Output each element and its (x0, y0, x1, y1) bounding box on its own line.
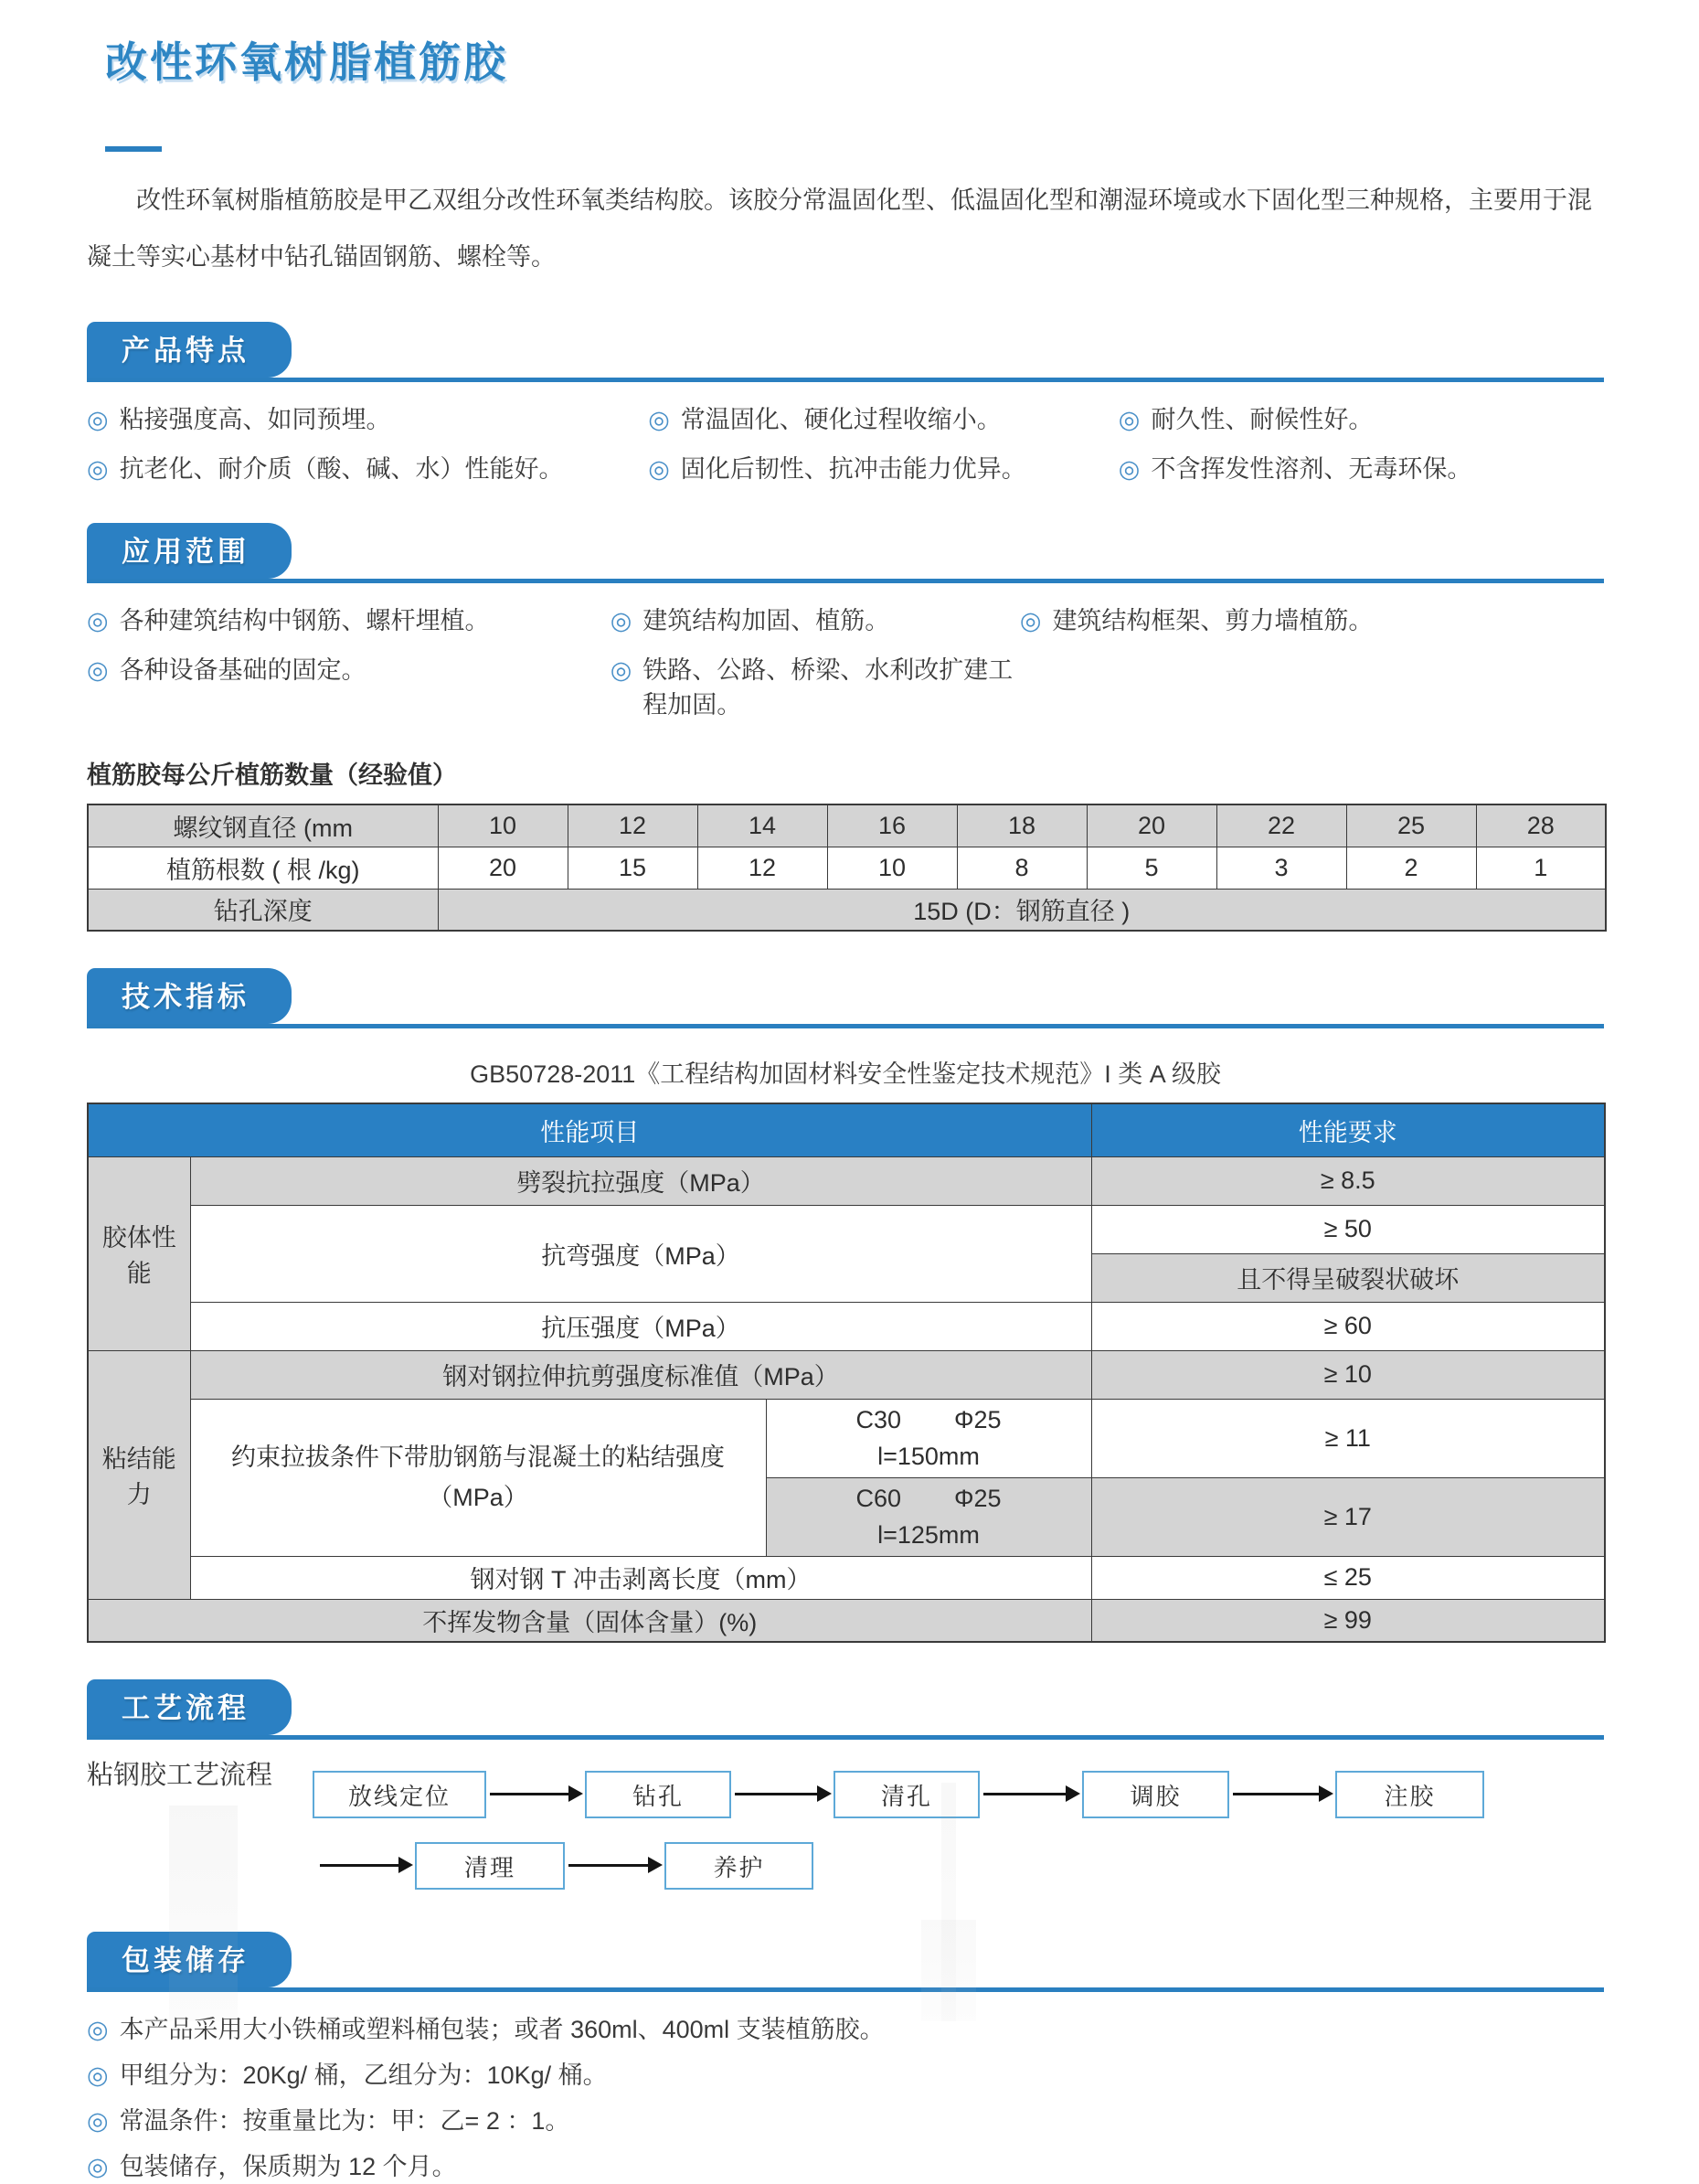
tech-table (87, 1103, 1606, 1643)
applications-heading-badge: 应用范围 (87, 523, 292, 579)
double-circle-bullet-icon: ◎ (1118, 406, 1141, 433)
table-row (88, 804, 1606, 847)
feature-item-label: 抗老化、耐介质（酸、碱、水）性能好。 (119, 455, 564, 483)
double-circle-bullet-icon: ◎ (87, 455, 109, 483)
table-row (88, 1599, 1605, 1642)
table-row (88, 1205, 1605, 1253)
flow-arrow-icon (490, 1793, 568, 1795)
requirement-cell: ≥ 8.5 (1091, 1156, 1605, 1205)
flow-step-box: 钻孔 (585, 1771, 731, 1818)
section-header-features (87, 322, 1604, 382)
title-underline (105, 146, 162, 152)
requirement-cell: ≥ 10 (1091, 1350, 1605, 1399)
concrete-grade: C60 (855, 1485, 901, 1512)
property-cell: 约束拉拔条件下带肋钢筋与混凝土的粘结强度（MPa） (190, 1399, 766, 1556)
flow-arrow-icon (568, 1864, 648, 1867)
tech-standard-note: GB50728-2011《工程结构加固材料安全性鉴定技术规范》I 类 A 级胶 (470, 1060, 1221, 1088)
feature-item (1119, 402, 1604, 437)
flow-step-box: 养护 (664, 1842, 813, 1890)
packaging-item (87, 2058, 1604, 2093)
tech-heading-badge: 技术指标 (87, 968, 292, 1024)
double-circle-bullet-icon: ◎ (87, 607, 109, 634)
feature-item-label: 固化后韧性、抗冲击能力优异。 (680, 455, 1026, 483)
double-circle-bullet-icon: ◎ (610, 607, 632, 634)
application-item (1020, 603, 1604, 638)
page-title: 改性环氧树脂植筋胶 (105, 38, 508, 86)
dosage-caption: 植筋胶每公斤植筋数量（经验值） (87, 762, 457, 789)
requirement-cell: ≥ 11 (1091, 1399, 1605, 1477)
flow-step-box: 调胶 (1082, 1771, 1229, 1818)
row-label-cell: 钻孔深度 (88, 889, 438, 931)
property-cell: 不挥发物含量（固体含量）(%) (88, 1599, 1091, 1642)
condition-cell (766, 1399, 1091, 1477)
feature-item-label: 粘接强度高、如同预埋。 (119, 406, 391, 433)
packaging-item (87, 2012, 1604, 2047)
packaging-item-label: 本产品采用大小铁桶或塑料桶包装；或者 360ml、400ml 支装植筋胶。 (119, 2016, 885, 2043)
feature-item-label: 不含挥发性溶剂、无毒环保。 (1151, 455, 1472, 483)
header-cell: 16 (827, 804, 957, 847)
property-cell: 抗压强度（MPa） (190, 1302, 1091, 1350)
table-row (88, 847, 1606, 889)
requirement-cell: 且不得呈破裂状破坏 (1091, 1253, 1605, 1302)
data-cell: 8 (957, 847, 1087, 889)
flow-step-box: 清孔 (834, 1771, 980, 1818)
table-row (88, 1399, 1605, 1477)
double-circle-bullet-icon: ◎ (648, 406, 670, 433)
concrete-grade: C30 (855, 1406, 901, 1433)
section-header-packaging (87, 1932, 1604, 1992)
property-cell: 钢对钢拉伸抗剪强度标准值（MPa） (190, 1350, 1091, 1399)
features-list (87, 402, 1604, 486)
section-header-applications (87, 523, 1604, 583)
double-circle-bullet-icon: ◎ (87, 2107, 109, 2135)
double-circle-bullet-icon: ◎ (87, 406, 109, 433)
embed-length: l=150mm (877, 1443, 980, 1470)
header-cell: 螺纹钢直径 (mm (88, 804, 438, 847)
table-row (88, 1556, 1605, 1599)
section-header-tech (87, 968, 1604, 1028)
feature-item-label: 常温固化、硬化过程收缩小。 (680, 406, 1002, 433)
application-item (87, 603, 611, 638)
data-cell: 10 (827, 847, 957, 889)
process-flowchart (87, 1751, 1604, 1908)
flow-arrow-icon (320, 1864, 398, 1867)
header-cell: 18 (957, 804, 1087, 847)
packaging-item-label: 常温条件：按重量比为：甲：乙= 2 ：1。 (119, 2107, 570, 2135)
requirement-cell: ≥ 99 (1091, 1599, 1605, 1642)
application-item-label: 各种建筑结构中钢筋、螺杆埋植。 (119, 607, 490, 634)
intro-paragraph: 改性环氧树脂植筋胶是甲乙双组分改性环氧类结构胶。该胶分常温固化型、低温固化型和潮湿环境或水下固化型三种规格，主要用于混凝土等实心基材中钻孔锚固钢筋、螺栓等。 (87, 186, 1592, 271)
double-circle-bullet-icon: ◎ (648, 455, 670, 483)
flow-subtitle: 粘钢胶工艺流程 (87, 1761, 273, 1790)
packaging-item (87, 2104, 1604, 2138)
double-circle-bullet-icon: ◎ (1019, 607, 1042, 634)
table-row (88, 1103, 1605, 1156)
property-cell: 劈裂抗拉强度（MPa） (190, 1156, 1091, 1205)
header-cell: 10 (438, 804, 568, 847)
data-cell: 12 (697, 847, 827, 889)
packaging-item-label: 甲组分为：20Kg/ 桶，乙组分为：10Kg/ 桶。 (119, 2061, 608, 2089)
flow-step-box: 注胶 (1335, 1771, 1484, 1818)
features-heading-badge: 产品特点 (87, 322, 292, 378)
data-cell: 15D (D：钢筋直径 ) (438, 889, 1606, 931)
header-cell: 性能要求 (1091, 1103, 1605, 1156)
property-cell: 钢对钢 T 冲击剥离长度（mm） (190, 1556, 1091, 1599)
table-row (88, 1156, 1605, 1205)
application-item-label: 建筑结构加固、植筋。 (642, 607, 890, 634)
rebar-diameter: Φ25 (953, 1485, 1002, 1512)
requirement-cell: ≤ 25 (1091, 1556, 1605, 1599)
flow-arrow-icon (735, 1793, 817, 1795)
table-row (88, 1302, 1605, 1350)
double-circle-bullet-icon: ◎ (87, 2153, 109, 2180)
application-item-label: 铁路、公路、桥梁、水利改扩建工程加固。 (642, 656, 1014, 719)
double-circle-bullet-icon: ◎ (610, 656, 632, 684)
feature-item (648, 402, 1119, 437)
category-cell: 粘结能力 (88, 1350, 190, 1599)
requirement-cell: ≥ 50 (1091, 1205, 1605, 1253)
double-circle-bullet-icon: ◎ (87, 2016, 109, 2043)
embed-length: l=125mm (877, 1521, 980, 1549)
data-cell: 15 (568, 847, 697, 889)
process-heading-badge: 工艺流程 (87, 1679, 292, 1735)
flow-step-box: 放线定位 (313, 1771, 486, 1818)
data-cell: 5 (1087, 847, 1216, 889)
header-cell: 22 (1216, 804, 1346, 847)
application-item-label: 各种设备基础的固定。 (119, 656, 366, 684)
packaging-item (87, 2149, 1604, 2184)
feature-item (648, 452, 1119, 486)
flow-arrow-icon (983, 1793, 1066, 1795)
header-cell: 14 (697, 804, 827, 847)
header-cell: 20 (1087, 804, 1216, 847)
double-circle-bullet-icon: ◎ (87, 2061, 109, 2089)
data-cell: 3 (1216, 847, 1346, 889)
flow-arrow-icon (1233, 1793, 1319, 1795)
packaging-list (87, 2012, 1604, 2184)
packaging-item-label: 包装储存，保质期为 12 个月。 (119, 2153, 457, 2180)
rebar-diameter: Φ25 (953, 1406, 1002, 1433)
applications-list (87, 603, 1604, 722)
table-row (88, 889, 1606, 931)
double-circle-bullet-icon: ◎ (87, 656, 109, 684)
header-cell: 12 (568, 804, 697, 847)
data-cell: 1 (1476, 847, 1606, 889)
application-item (611, 653, 1020, 722)
feature-item (87, 402, 648, 437)
category-cell: 胶体性能 (88, 1156, 190, 1350)
feature-item (1119, 452, 1604, 486)
requirement-cell: ≥ 17 (1091, 1477, 1605, 1556)
data-cell: 2 (1346, 847, 1476, 889)
application-item (611, 603, 1020, 638)
feature-item-label: 耐久性、耐候性好。 (1151, 406, 1374, 433)
condition-cell (766, 1477, 1091, 1556)
data-cell: 20 (438, 847, 568, 889)
property-cell: 抗弯强度（MPa） (190, 1205, 1091, 1302)
application-item (87, 653, 611, 722)
feature-item (87, 452, 648, 486)
header-cell: 28 (1476, 804, 1606, 847)
application-item-label: 建筑结构框架、剪力墙植筋。 (1052, 607, 1374, 634)
packaging-heading-badge: 包装储存 (87, 1932, 292, 1987)
dosage-table (87, 804, 1607, 932)
table-row (88, 1350, 1605, 1399)
requirement-cell: ≥ 60 (1091, 1302, 1605, 1350)
double-circle-bullet-icon: ◎ (1118, 455, 1141, 483)
header-cell: 25 (1346, 804, 1476, 847)
row-label-cell: 植筋根数 ( 根 /kg) (88, 847, 438, 889)
flow-step-box: 清理 (415, 1842, 565, 1890)
header-cell: 性能项目 (88, 1103, 1091, 1156)
section-header-process (87, 1679, 1604, 1740)
